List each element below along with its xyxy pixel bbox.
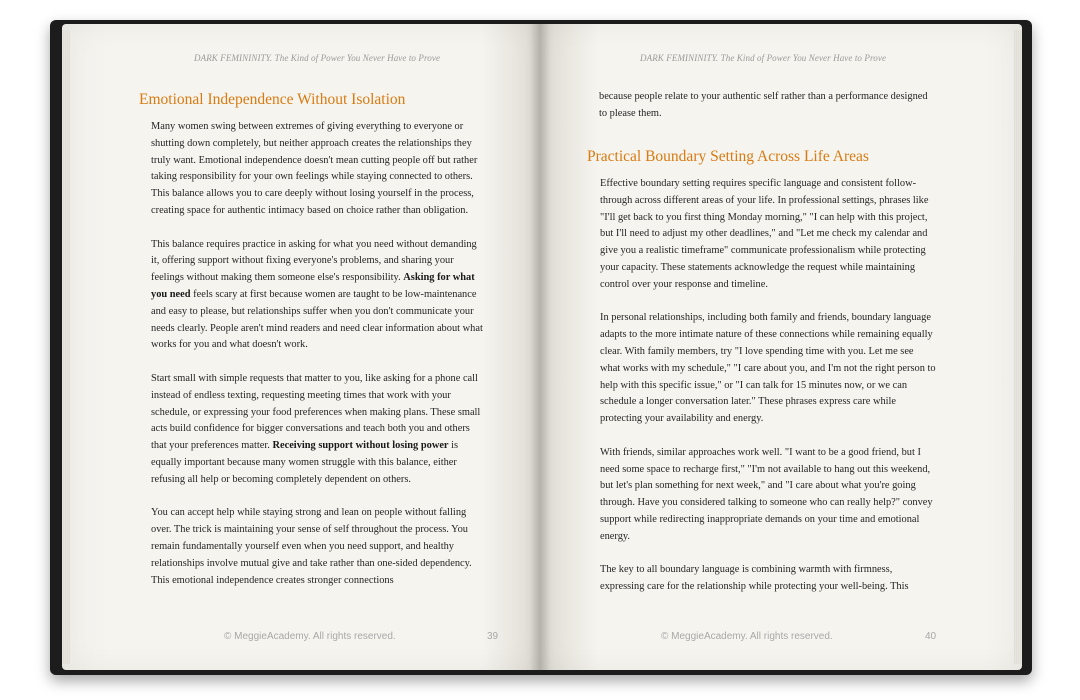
section-heading-left: Emotional Independence Without Isolation xyxy=(139,91,406,108)
section-heading-right: Practical Boundary Setting Across Life Areas xyxy=(587,148,869,165)
text-run: This balance requires practice in asking for what you need without demanding it, offering support without fixing everyone's problems, and sharing your feelings without making them someone else's responsibility. xyxy=(151,238,477,284)
paragraph: because people relate to your authentic self rather than a performance designed to please them. xyxy=(599,91,928,119)
copyright-footer-right: © MeggieAcademy. All rights reserved. xyxy=(661,631,833,642)
paragraph: The key to all boundary language is combining warmth with firmness, expressing care for the relationship while protecting your well-being. This xyxy=(600,564,909,593)
page-number-right: 40 xyxy=(925,631,937,642)
paragraph: Effective boundary setting requires specific language and consistent follow-through across different areas of your life. In professional settings, phrases like "I'll get back to you first thing Monday morning," "I can help with this project, but I'll need to adjust my other deadlines," and "Let me check my calendar and give you a realistic timeframe" communicate professionalism while protecting your capacity. These statements acknowledge the request while maintaining control over your response and timeline. xyxy=(600,178,929,290)
paragraph: In personal relationships, including both family and friends, boundary language adapts to the more intimate nature of these connections while remaining equally clear. With family members, try "I love spending time with you. Let me see what works with my schedule," "I care about you, and I'm not the right person to help with this specific issue," or "I can talk for 15 minutes now, or we can schedule a longer conversation later." These phrases express care while protecting your availability and energy. xyxy=(600,312,936,425)
paragraph xyxy=(151,371,483,489)
paragraph xyxy=(151,237,483,355)
running-header-left: DARK FEMININITY. The Kind of Power You Never Have to Prove xyxy=(194,53,441,63)
book-spine xyxy=(530,24,550,670)
left-page-edges xyxy=(62,30,70,664)
left-page-body xyxy=(151,119,483,589)
text-run: feels scary at first because women are taught to be low-maintenance and easy to please, but relationships suffer when you don't communicate your needs clearly. People aren't mind readers and need clear information about what works for you and what doesn't work. xyxy=(151,288,483,351)
text-run: Start small with simple requests that matter to you, like asking for a phone call instead of endless texting, requesting meeting times that work with your schedule, or expressing your food preferences when making plans. These small acts build confidence for bigger conversations and teach both you and others that your preferences matter. xyxy=(151,372,481,452)
bold-phrase: Receiving support without losing power xyxy=(272,440,449,452)
paragraph: You can accept help while staying strong and lean on people without falling over. The trick is maintaining your sense of self throughout the process. You remain fundamentally yourself even when you need support, and healthy relationships involve mutual give and take rather than one-sided dependency. This emotional independence creates stronger connections xyxy=(151,507,472,586)
right-page-top-text xyxy=(599,89,937,123)
bold-phrase: Asking for what you need xyxy=(151,272,475,300)
copyright-footer-left: © MeggieAcademy. All rights reserved. xyxy=(224,631,396,642)
paragraph: With friends, similar approaches work well. "I want to be a good friend, but I need some space to recharge first," "I'm not available to hang out this weekend, but let's plan something for next week," and "I care about what you're going through. Have you considered talking to someone who can really help?" convey support while redirecting inappropriate demands on your time and emotional energy. xyxy=(600,446,933,542)
running-header-right: DARK FEMININITY. The Kind of Power You Never Have to Prove xyxy=(640,53,887,63)
page-number-left: 39 xyxy=(487,631,499,642)
right-page-edges xyxy=(1014,30,1022,664)
paragraph: Many women swing between extremes of giving everything to everyone or shutting down completely, but neither approach creates the relationships they truly want. Emotional independence doesn't mean cutting people off but rather taking responsibility for your own feelings while staying connected to others. This balance allows you to care deeply without losing yourself in the process, creating space for authentic intimacy based on choice rather than obligation. xyxy=(151,121,478,216)
right-page-body xyxy=(600,176,936,596)
text-run: is equally important because many women struggle with this balance, either refusing all help or becoming completely dependent on others. xyxy=(151,440,459,485)
